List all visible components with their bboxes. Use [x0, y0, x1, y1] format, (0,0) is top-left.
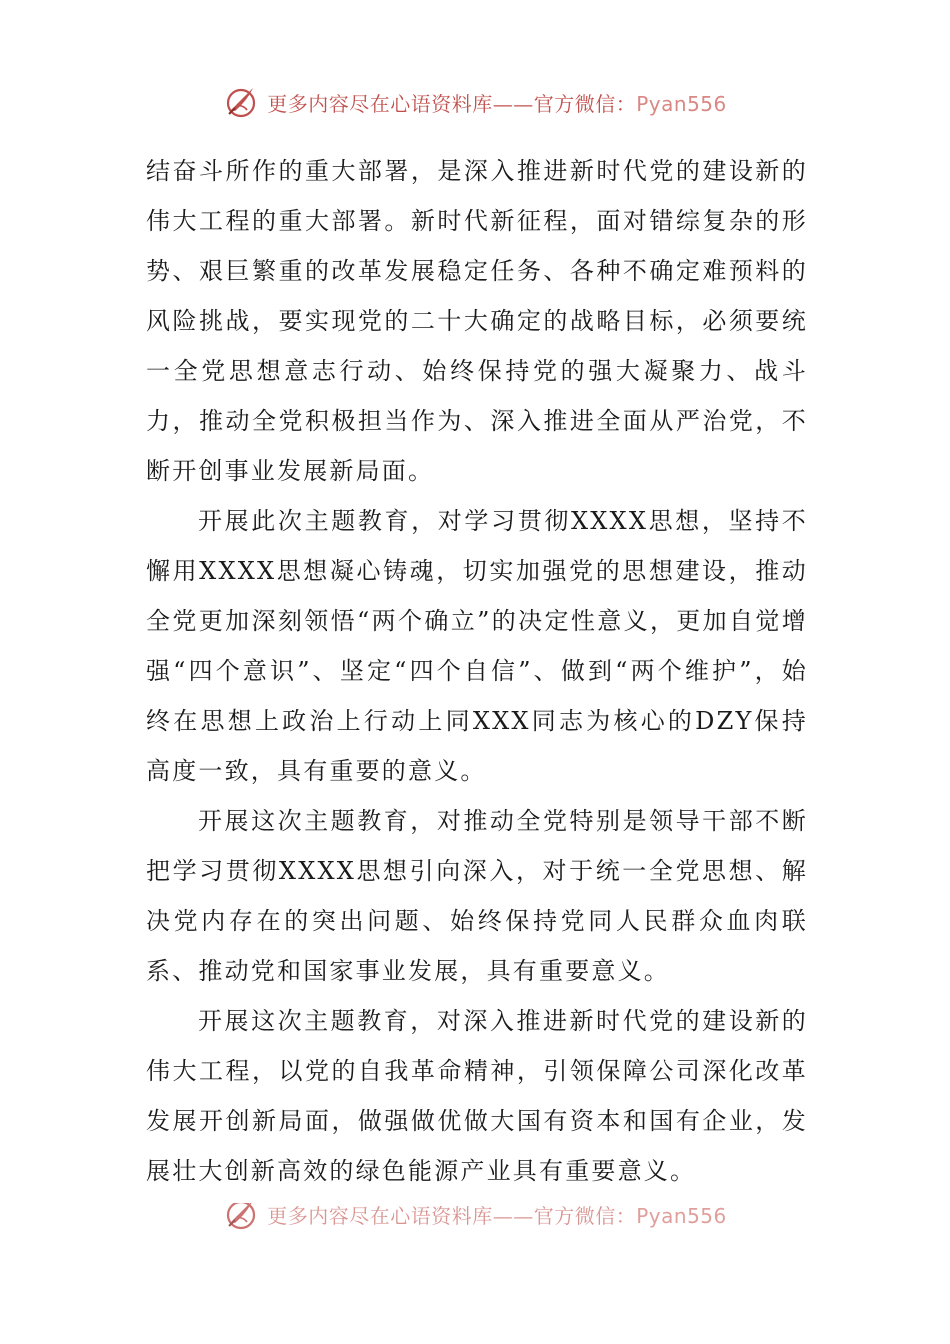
paragraph-1: 结奋斗所作的重大部署，是深入推进新时代党的建设新的伟大工程的重大部署。新时代新征程，面对错综复杂的形势、艰巨繁重的改革发展稳定任务、各种不确定难预料的风险挑战，要实现党的二十大确定的战略目标，必须要统一全党思想意志行动、始终保持党的强大凝聚力、战斗力，推动全党积极担当作为、深入推进全面从严治党，不断开创事业发展新局面。: [146, 157, 808, 485]
paragraph-4: 开展这次主题教育，对深入推进新时代党的建设新的伟大工程，以党的自我革命精神，引领保障公司深化改革发展开创新局面，做强做优做大国有资本和国有企业，发展壮大创新高效的绿色能源产业具有重要意义。: [146, 1007, 808, 1185]
footer-wechat-id: Pyan556: [636, 1203, 727, 1228]
footer-banner: [0, 1203, 950, 1243]
footer-banner-label: 更多内容尽在心语资料库——官方微信：: [267, 1203, 637, 1228]
paragraph-2: 开展此次主题教育，对学习贯彻XXXX思想，坚持不懈用XXXX思想凝心铸魂，切实加强党的思想建设，推动全党更加深刻领悟“两个确立”的决定性意义，更加自觉增强“四个意识”、坚定“四个自信”、做到“两个维护”，始终在思想上政治上行动上同XXX同志为核心的DZY保持高度一致，具有重要的意义。: [146, 507, 808, 785]
header-wechat-id: Pyan556: [636, 91, 727, 116]
document-body: [146, 146, 808, 1196]
quill-pen-logo-icon: [223, 1203, 259, 1232]
header-banner-label: 更多内容尽在心语资料库——官方微信：: [267, 91, 637, 116]
header-banner: [0, 82, 950, 122]
paragraph-3: 开展这次主题教育，对推动全党特别是领导干部不断把学习贯彻XXXX思想引向深入，对于统一全党思想、解决党内存在的突出问题、始终保持党同人民群众血肉联系、推动党和国家事业发展，具有重要意义。: [146, 807, 808, 985]
header-banner-inner: [223, 84, 727, 120]
quill-pen-logo-icon: [223, 84, 259, 120]
footer-banner-inner: [223, 1203, 727, 1232]
footer-banner-text: [267, 1203, 727, 1229]
header-banner-text: [267, 88, 727, 117]
